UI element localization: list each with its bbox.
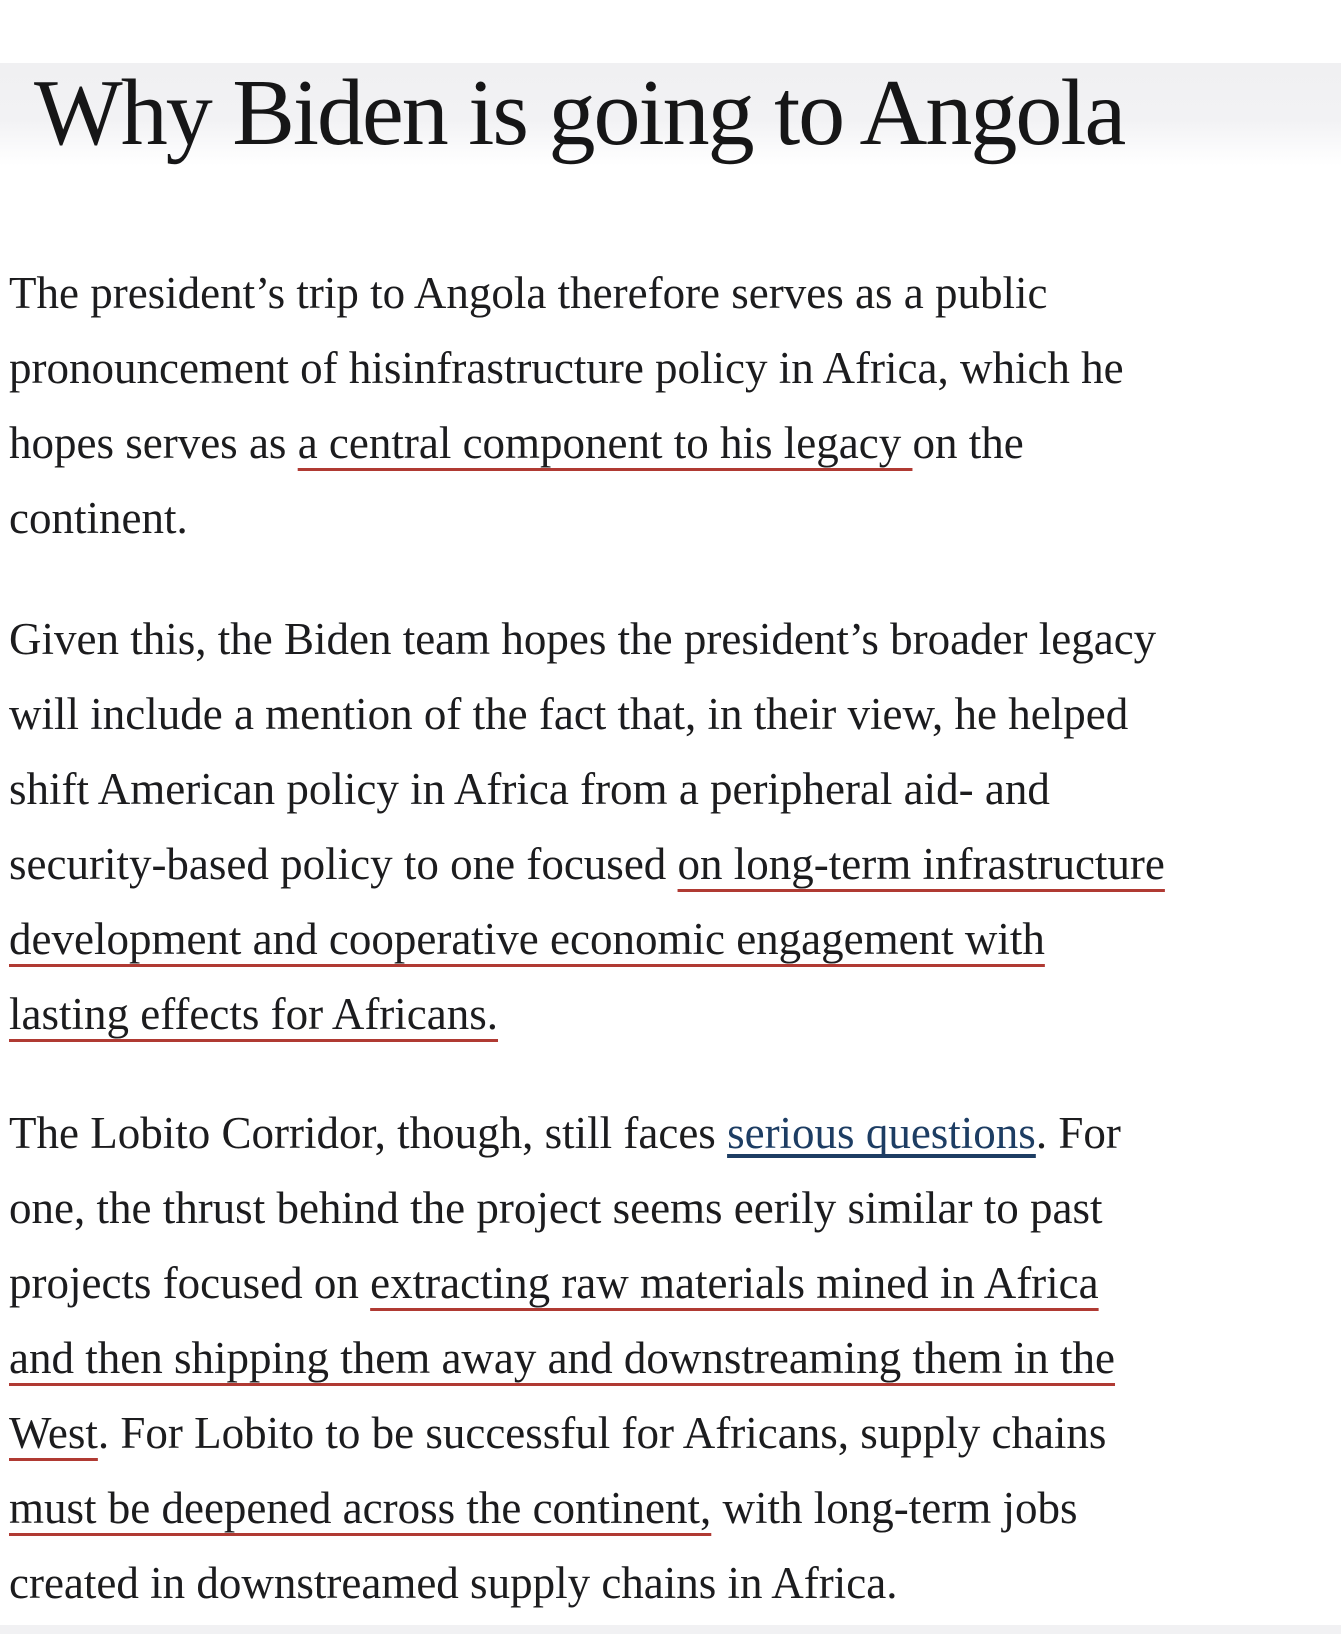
annotated-text: must be deepened across the continent, bbox=[9, 1482, 712, 1533]
text-segment: hopes serves as bbox=[9, 417, 298, 468]
text-segment: with long-term jobs bbox=[711, 1482, 1078, 1533]
text-line bbox=[9, 1546, 1341, 1621]
text-line bbox=[9, 1171, 1341, 1246]
text-line bbox=[9, 977, 1341, 1052]
paragraph bbox=[9, 256, 1341, 556]
annotated-text: extracting raw materials mined in Africa bbox=[370, 1257, 1099, 1308]
text-line bbox=[9, 902, 1341, 977]
text-segment: projects focused on bbox=[9, 1257, 371, 1308]
text-line bbox=[9, 827, 1341, 902]
text-line bbox=[9, 256, 1341, 331]
annotated-text: and then shipping them away and downstreaming them in the bbox=[9, 1332, 1116, 1383]
article-body bbox=[0, 256, 1341, 1621]
annotated-text: West bbox=[9, 1407, 98, 1458]
text-segment: . For Lobito to be successful for Africans, supply chains bbox=[97, 1407, 1107, 1458]
text-line bbox=[9, 1396, 1341, 1471]
article-headline: Why Biden is going to Angola bbox=[34, 60, 1125, 165]
text-line bbox=[9, 602, 1341, 677]
serious-questions-link[interactable]: serious questions bbox=[727, 1107, 1036, 1158]
text-line bbox=[9, 331, 1341, 406]
next-section-edge bbox=[0, 1625, 1341, 1634]
text-line bbox=[9, 1471, 1341, 1546]
text-line bbox=[9, 481, 1341, 556]
paragraph bbox=[9, 1096, 1341, 1621]
text-line bbox=[9, 1246, 1341, 1321]
text-segment: created in downstreamed supply chains in Africa. bbox=[9, 1557, 898, 1608]
annotated-text: development and cooperative economic engagement with bbox=[9, 913, 1045, 964]
text-segment: Given this, the Biden team hopes the president’s broader legacy bbox=[9, 613, 1157, 664]
text-line bbox=[9, 752, 1341, 827]
text-segment: pronouncement of hisinfrastructure policy in Africa, which he bbox=[9, 342, 1124, 393]
text-line bbox=[9, 1096, 1341, 1171]
text-segment: continent. bbox=[9, 492, 188, 543]
text-segment: one, the thrust behind the project seems eerily similar to past bbox=[9, 1182, 1103, 1233]
text-segment: will include a mention of the fact that, in their view, he helped bbox=[9, 688, 1129, 739]
text-line bbox=[9, 1321, 1341, 1396]
annotated-text: lasting effects for Africans. bbox=[9, 988, 499, 1039]
text-line bbox=[9, 406, 1341, 481]
annotated-text: on long-term infrastructure bbox=[677, 838, 1165, 889]
paragraph bbox=[9, 602, 1341, 1052]
text-segment: The president’s trip to Angola therefore serves as a public bbox=[9, 267, 1048, 318]
masthead bbox=[0, 60, 1341, 166]
text-segment: security-based policy to one focused bbox=[9, 838, 678, 889]
text-segment: The Lobito Corridor, though, still faces bbox=[9, 1107, 728, 1158]
text-segment: . For bbox=[1035, 1107, 1121, 1158]
text-segment: on the bbox=[912, 417, 1024, 468]
annotated-text: a central component to his legacy bbox=[297, 417, 913, 468]
text-line bbox=[9, 677, 1341, 752]
text-segment: shift American policy in Africa from a peripheral aid- and bbox=[9, 763, 1050, 814]
